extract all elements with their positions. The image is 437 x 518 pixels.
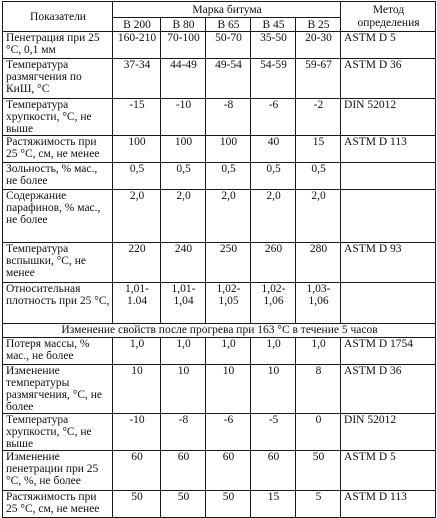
method-cell: ASTM D 93: [341, 243, 436, 283]
method-cell: ASTM D 113: [341, 491, 436, 518]
header-grade: B 65: [206, 18, 251, 32]
param-cell: Относительная плотность при 25 °С,: [3, 283, 113, 324]
value-cell: 60: [251, 451, 296, 491]
table-row: [3, 190, 436, 243]
value-cell: 2,0: [161, 190, 206, 243]
value-cell: 280: [296, 243, 341, 283]
value-cell: 1,01-1.04: [113, 283, 161, 324]
value-cell: 240: [161, 243, 206, 283]
header-grade: B 200: [113, 18, 161, 32]
value-cell: 220: [113, 243, 161, 283]
value-cell: 100: [206, 136, 251, 163]
table-row: [3, 163, 436, 190]
value-cell: 35-50: [251, 32, 296, 59]
method-cell: [341, 283, 436, 324]
bitumen-spec-table: [2, 1, 436, 518]
method-cell: ASTM D 5: [341, 32, 436, 59]
table-row: [3, 365, 436, 414]
value-cell: -10: [113, 414, 161, 451]
table-row: [3, 136, 436, 163]
method-cell: [341, 163, 436, 190]
value-cell: 5: [296, 491, 341, 518]
value-cell: 1,0: [296, 338, 341, 365]
value-cell: 1,0: [161, 338, 206, 365]
value-cell: 1,03-1,06: [296, 283, 341, 324]
param-cell: Зольность, % мас., не более: [3, 163, 113, 190]
param-cell: Температура хрупкости, °С, не выше: [3, 99, 113, 136]
method-cell: [341, 190, 436, 243]
param-cell: Температура вспышки, °С, не менее: [3, 243, 113, 283]
value-cell: 15: [251, 491, 296, 518]
value-cell: 10: [251, 365, 296, 414]
header-grade: B 45: [251, 18, 296, 32]
method-cell: DIN 52012: [341, 414, 436, 451]
table-row: [3, 283, 436, 324]
header-grade: B 80: [161, 18, 206, 32]
value-cell: 2,0: [206, 190, 251, 243]
table-row: [3, 243, 436, 283]
method-cell: ASTM D 5: [341, 451, 436, 491]
value-cell: 1,02-1,06: [251, 283, 296, 324]
table-row: [3, 59, 436, 99]
value-cell: 1,02-1,05: [206, 283, 251, 324]
value-cell: 100: [161, 136, 206, 163]
table-row: [3, 338, 436, 365]
value-cell: 1,01-1,04: [161, 283, 206, 324]
value-cell: 2,0: [113, 190, 161, 243]
value-cell: 10: [206, 365, 251, 414]
value-cell: 50: [113, 491, 161, 518]
table-row: [3, 99, 436, 136]
value-cell: 1,0: [113, 338, 161, 365]
param-cell: Содержание парафинов, % мас., не более: [3, 190, 113, 243]
table-row: [3, 414, 436, 451]
value-cell: 100: [113, 136, 161, 163]
value-cell: 0,5: [296, 163, 341, 190]
value-cell: 60: [161, 451, 206, 491]
section-row: [3, 324, 436, 338]
value-cell: 250: [206, 243, 251, 283]
param-cell: Температура размягчения по КиШ, °С: [3, 59, 113, 99]
param-cell: Растяжимость при 25 °С, см, не менее: [3, 491, 113, 518]
value-cell: 2,0: [296, 190, 341, 243]
value-cell: 15: [296, 136, 341, 163]
value-cell: -6: [251, 99, 296, 136]
value-cell: 0: [296, 414, 341, 451]
value-cell: 60: [206, 451, 251, 491]
table-row: [3, 32, 436, 59]
param-cell: Температура хрупкости, °С, не выше: [3, 414, 113, 451]
value-cell: -2: [296, 99, 341, 136]
method-cell: DIN 52012: [341, 99, 436, 136]
value-cell: 44-49: [161, 59, 206, 99]
value-cell: 10: [161, 365, 206, 414]
value-cell: -15: [113, 99, 161, 136]
value-cell: 59-67: [296, 59, 341, 99]
header-method: Метод определения: [341, 2, 436, 32]
value-cell: 0,5: [113, 163, 161, 190]
value-cell: 2,0: [251, 190, 296, 243]
value-cell: 20-30: [296, 32, 341, 59]
header-param: Показатели: [3, 2, 113, 32]
value-cell: -8: [161, 414, 206, 451]
value-cell: 60: [113, 451, 161, 491]
value-cell: 40: [251, 136, 296, 163]
value-cell: 0,5: [251, 163, 296, 190]
param-cell: Пенетрация при 25 °С, 0,1 мм: [3, 32, 113, 59]
param-cell: Потеря массы, % мас., не более: [3, 338, 113, 365]
value-cell: 160-210: [113, 32, 161, 59]
value-cell: 50: [161, 491, 206, 518]
value-cell: 8: [296, 365, 341, 414]
value-cell: -8: [206, 99, 251, 136]
value-cell: 1,0: [251, 338, 296, 365]
value-cell: 1,0: [206, 338, 251, 365]
method-cell: ASTM D 36: [341, 59, 436, 99]
header-bitumen-grade: Марка битума: [113, 2, 341, 18]
value-cell: 50-70: [206, 32, 251, 59]
param-cell: Изменение температуры размягчения, °С, не более: [3, 365, 113, 414]
value-cell: 37-34: [113, 59, 161, 99]
value-cell: 0,5: [161, 163, 206, 190]
value-cell: 0,5: [206, 163, 251, 190]
method-cell: ASTM D 113: [341, 136, 436, 163]
table-row: [3, 451, 436, 491]
table-row: [3, 491, 436, 518]
value-cell: -10: [161, 99, 206, 136]
param-cell: Растяжимость при 25 °С, см, не менее: [3, 136, 113, 163]
value-cell: 70-100: [161, 32, 206, 59]
value-cell: 54-59: [251, 59, 296, 99]
value-cell: -6: [206, 414, 251, 451]
value-cell: 50: [296, 451, 341, 491]
param-cell: Изменение пенетрации при 25 °С, %, не более: [3, 451, 113, 491]
value-cell: 10: [113, 365, 161, 414]
value-cell: -5: [251, 414, 296, 451]
header-grade: B 25: [296, 18, 341, 32]
method-cell: ASTM D 36: [341, 365, 436, 414]
section-title: Изменение свойств после прогрева при 163 °С в течение 5 часов: [3, 324, 436, 338]
method-cell: ASTM D 1754: [341, 338, 436, 365]
value-cell: 260: [251, 243, 296, 283]
value-cell: 50: [206, 491, 251, 518]
value-cell: 49-54: [206, 59, 251, 99]
